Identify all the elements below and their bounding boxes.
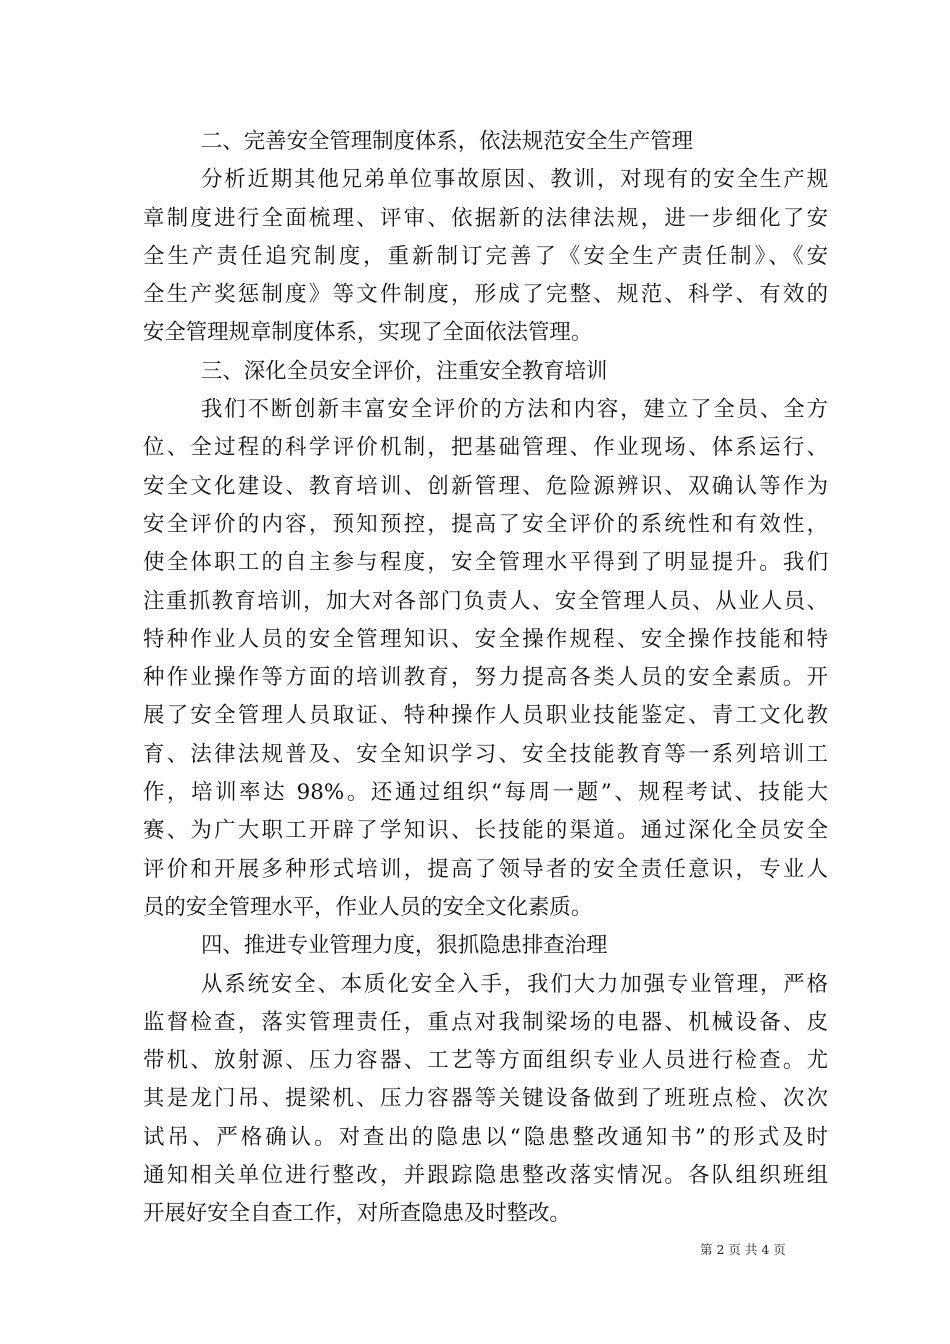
paragraph-line: 监督检查，落实管理责任，重点对我制梁场的电器、机械设备、皮 bbox=[143, 1009, 828, 1035]
paragraph-line: 全生产奖惩制度》等文件制度，形成了完整、规范、科学、有效的 bbox=[143, 282, 828, 308]
page-number-footer: 第 2 页 共 4 页 bbox=[700, 1242, 786, 1257]
paragraph-line: 我们不断创新丰富安全评价的方法和内容，建立了全员、全方 bbox=[201, 397, 828, 423]
document-body bbox=[143, 123, 828, 1234]
paragraph-line: 注重抓教育培训，加大对各部门负责人、安全管理人员、从业人员、 bbox=[143, 588, 828, 614]
paragraph-line: 安全管理规章制度体系，实现了全面依法管理。 bbox=[143, 320, 593, 346]
paragraph-line: 带机、放射源、压力容器、工艺等方面组织专业人员进行检查。尤 bbox=[143, 1048, 828, 1074]
section-heading-3: 三、深化全员安全评价，注重安全教育培训 bbox=[201, 358, 608, 384]
paragraph-line: 开展好安全自查工作，对所查隐患及时整改。 bbox=[143, 1201, 571, 1227]
paragraph-line: 作，培训率达 98%。还通过组织“每周一题”、规程考试、技能大 bbox=[143, 780, 828, 806]
paragraph-line: 赛、为广大职工开辟了学知识、长技能的渠道。通过深化全员安全 bbox=[143, 818, 828, 844]
paragraph-line: 育、法律法规普及、安全知识学习、安全技能教育等一系列培训工 bbox=[143, 741, 828, 767]
paragraph-line: 章制度进行全面梳理、评审、依据新的法律法规，进一步细化了安 bbox=[143, 205, 828, 231]
paragraph-line: 种作业操作等方面的培训教育，努力提高各类人员的安全素质。开 bbox=[143, 665, 828, 691]
paragraph-line: 员的安全管理水平，作业人员的安全文化素质。 bbox=[143, 894, 593, 920]
paragraph-line: 特种作业人员的安全管理知识、安全操作规程、安全操作技能和特 bbox=[143, 626, 828, 652]
paragraph-line: 位、全过程的科学评价机制，把基础管理、作业现场、体系运行、 bbox=[143, 435, 828, 461]
paragraph-line: 使全体职工的自主参与程度，安全管理水平得到了明显提升。我们 bbox=[143, 550, 828, 576]
paragraph-line: 全生产责任追究制度，重新制订完善了《安全生产责任制》、《安 bbox=[143, 243, 828, 269]
paragraph-line: 分析近期其他兄弟单位事故原因、教训，对现有的安全生产规 bbox=[201, 167, 828, 193]
paragraph-line: 其是龙门吊、提梁机、压力容器等关键设备做到了班班点检、次次 bbox=[143, 1086, 828, 1112]
paragraph-line: 评价和开展多种形式培训，提高了领导者的安全责任意识，专业人 bbox=[143, 856, 828, 882]
paragraph-line: 从系统安全、本质化安全入手，我们大力加强专业管理，严格 bbox=[201, 971, 828, 997]
section-heading-2: 二、完善安全管理制度体系，依法规范安全生产管理 bbox=[201, 129, 693, 154]
paragraph-line: 安全文化建设、教育培训、创新管理、危险源辨识、双确认等作为 bbox=[143, 473, 828, 499]
paragraph-line: 试吊、严格确认。对查出的隐患以“隐患整改通知书”的形式及时 bbox=[143, 1124, 828, 1150]
section-heading-4: 四、推进专业管理力度，狠抓隐患排查治理 bbox=[201, 933, 608, 959]
paragraph-line: 通知相关单位进行整改，并跟踪隐患整改落实情况。各队组织班组 bbox=[143, 1163, 828, 1189]
paragraph-line: 安全评价的内容，预知预控，提高了安全评价的系统性和有效性， bbox=[143, 511, 828, 537]
paragraph-line: 展了安全管理人员取证、特种操作人员职业技能鉴定、青工文化教 bbox=[143, 703, 828, 729]
